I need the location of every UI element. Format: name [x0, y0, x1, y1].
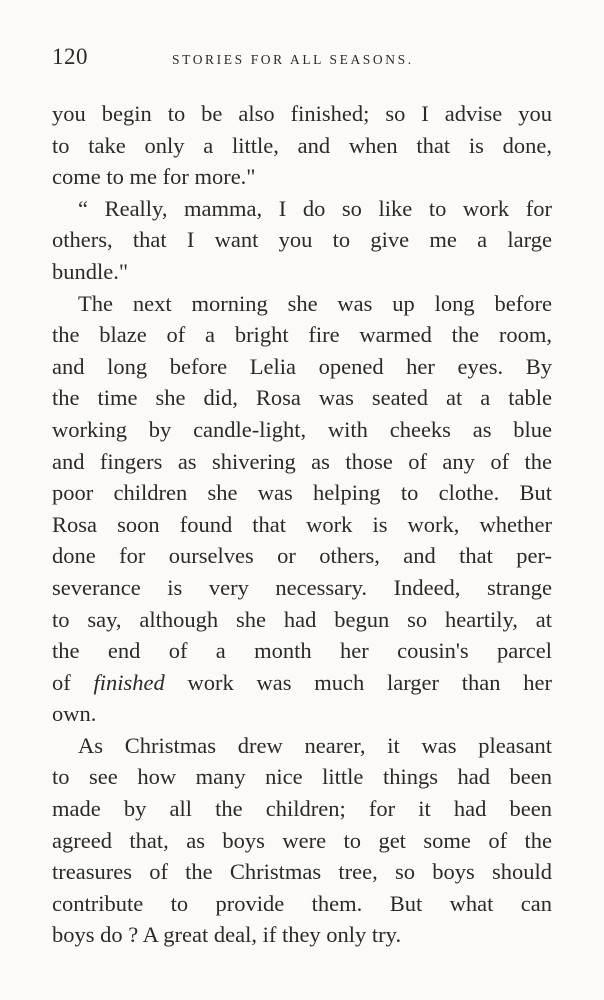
text-line: to say, although she had begun so heartily, at	[52, 606, 552, 632]
text-line: As Christmas drew nearer, it was pleasant	[78, 732, 552, 758]
running-head	[52, 44, 556, 76]
text-line: and long before Lelia opened her eyes. By	[52, 353, 552, 379]
text-line: Rosa soon found that work is work, whether	[52, 511, 552, 537]
text-line: and fingers as shivering as those of any of the	[52, 448, 552, 474]
body-text	[52, 98, 552, 951]
text-line: come to me for more."	[52, 164, 256, 190]
text-line: poor children she was helping to clothe. But	[52, 480, 552, 506]
text-line: treasures of the Christmas tree, so boys should	[52, 859, 552, 885]
text-segment: work was much larger than her	[164, 669, 552, 695]
text-line	[52, 667, 552, 699]
text-line: made by all the children; for it had been	[52, 796, 552, 822]
text-line: the end of a month her cousin's parcel	[52, 638, 552, 664]
text-line: contribute to provide them. But what can	[52, 890, 552, 916]
text-line: own.	[52, 701, 97, 727]
page-number: 120	[52, 44, 88, 69]
text-line: to see how many nice little things had been	[52, 764, 552, 790]
text-line: severance is very necessary. Indeed, strange	[52, 574, 552, 600]
text-line: you begin to be also finished; so I advise you	[52, 101, 552, 126]
text-segment: of	[52, 669, 94, 695]
paragraph	[52, 730, 552, 951]
paragraph	[52, 98, 552, 193]
text-line: the blaze of a bright fire warmed the room,	[52, 322, 552, 348]
text-line: agreed that, as boys were to get some of the	[52, 827, 552, 853]
text-line: “ Really, mamma, I do so like to work for	[78, 195, 552, 221]
text-line: the time she did, Rosa was seated at a table	[52, 385, 552, 411]
text-line: done for ourselves or others, and that per-	[52, 543, 552, 569]
text-line: boys do ? A great deal, if they only try.	[52, 922, 402, 948]
italic-word: finished	[93, 669, 165, 695]
text-line: The next morning she was up long before	[78, 290, 552, 316]
paragraph	[52, 193, 552, 288]
text-line: others, that I want you to give me a large	[52, 227, 552, 253]
text-line: working by candle-light, with cheeks as blue	[52, 416, 552, 442]
text-line: to take only a little, and when that is done,	[52, 132, 552, 158]
paragraph	[52, 288, 552, 730]
text-line: bundle."	[52, 258, 129, 284]
running-title: STORIES FOR ALL SEASONS.	[172, 52, 414, 67]
